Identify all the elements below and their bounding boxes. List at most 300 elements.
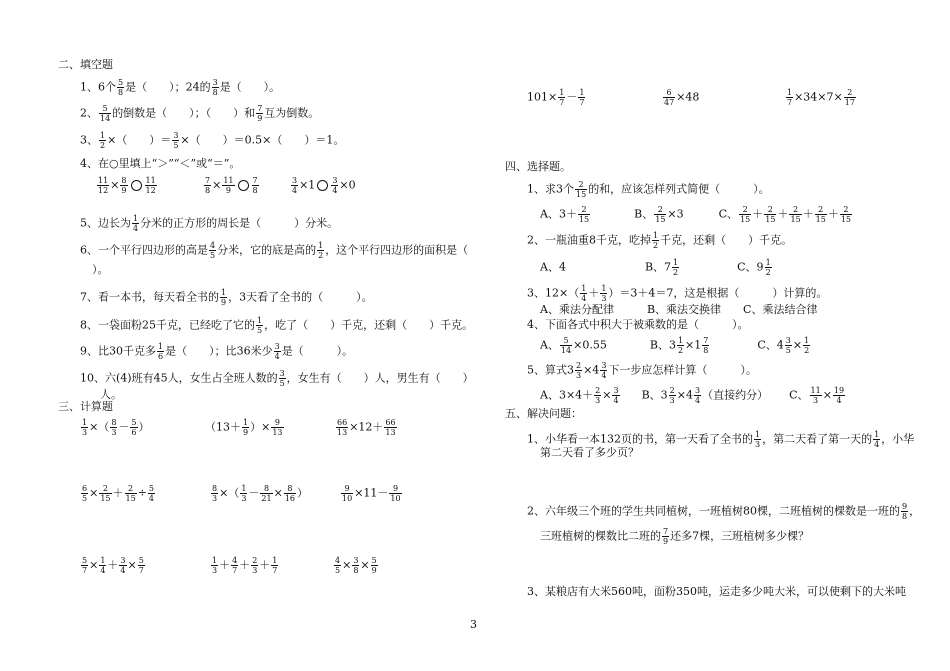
text-segment: 是（ ）。 xyxy=(219,80,281,94)
denominator: 15 xyxy=(578,215,590,224)
numerator: 4 xyxy=(210,241,216,250)
fraction xyxy=(575,180,587,199)
text-segment: ×0.55 xyxy=(573,338,607,352)
denominator: 2 xyxy=(804,346,810,355)
text-segment: 3、 xyxy=(80,133,98,147)
calc-6 xyxy=(340,484,403,503)
numerator: 2 xyxy=(815,205,827,215)
numerator: 2 xyxy=(125,484,137,494)
fraction xyxy=(575,361,582,380)
text-segment: 是（ ）；24的 xyxy=(125,80,211,94)
numerator: 1 xyxy=(212,556,218,565)
denominator: 2 xyxy=(765,268,771,277)
fraction xyxy=(120,176,127,195)
fraction xyxy=(612,386,619,405)
question-2-8 xyxy=(80,316,473,335)
fraction xyxy=(786,88,793,107)
denominator: 3 xyxy=(813,396,819,405)
text-segment: B、3 xyxy=(641,388,668,402)
fraction xyxy=(844,88,856,107)
denominator: 7 xyxy=(138,566,144,575)
numerator: 2 xyxy=(669,386,675,395)
numerator: 6 xyxy=(82,484,88,493)
denominator: 2 xyxy=(318,251,324,260)
numerator: 7 xyxy=(252,176,258,185)
denominator: 3 xyxy=(241,494,247,503)
denominator: 12 xyxy=(145,186,156,195)
denominator: 10 xyxy=(342,494,353,503)
calc-7 xyxy=(80,556,146,575)
numerator: 1 xyxy=(601,284,607,293)
denominator: 4 xyxy=(120,566,126,575)
numerator: 9 xyxy=(902,502,908,511)
numerator: 3 xyxy=(212,78,218,87)
question-2-3 xyxy=(80,131,344,150)
denominator: 9 xyxy=(257,114,263,123)
denominator: 10 xyxy=(390,494,401,503)
fraction xyxy=(754,430,761,449)
text-segment: 2、 xyxy=(80,106,98,120)
numerator: 2 xyxy=(789,205,801,215)
denominator: 14 xyxy=(100,114,111,123)
fraction xyxy=(81,556,88,575)
answer-circle[interactable] xyxy=(131,180,142,191)
fraction xyxy=(251,556,258,575)
denominator: 12 xyxy=(98,186,109,195)
numerator: 11 xyxy=(810,386,821,395)
fraction xyxy=(334,556,341,575)
text-segment: 分米，它的底是高的 xyxy=(217,243,317,257)
text-segment: ，小华 xyxy=(881,432,915,446)
text-segment: × xyxy=(212,178,222,192)
numerator: 2 xyxy=(575,180,587,190)
denominator: 9 xyxy=(663,537,669,546)
calc-8 xyxy=(210,556,279,575)
problem-2-cont xyxy=(540,527,809,546)
numerator: 8 xyxy=(121,176,127,185)
fraction xyxy=(157,342,164,361)
text-segment: × xyxy=(602,388,612,402)
numerator: 1 xyxy=(755,430,761,439)
compare-3 xyxy=(290,176,356,195)
denominator: 7 xyxy=(272,566,278,575)
numerator: 1 xyxy=(133,214,139,223)
fraction xyxy=(279,369,286,388)
numerator: 2 xyxy=(840,205,852,215)
choice-3-options: A、乘法分配律 B、乘法交换律 C、乘法结合律 xyxy=(540,303,818,316)
numerator: 9 xyxy=(341,484,353,494)
text-segment: ×4 xyxy=(676,388,693,402)
text-segment: ）× xyxy=(250,420,271,434)
numerator: 1 xyxy=(100,556,106,565)
numerator: 9 xyxy=(271,418,283,428)
fraction xyxy=(558,88,565,107)
denominator: 4 xyxy=(292,186,298,195)
question-2-10 xyxy=(80,369,474,388)
denominator: 3 xyxy=(212,494,218,503)
denominator: 15 xyxy=(576,190,587,199)
denominator: 7 xyxy=(232,566,238,575)
text-segment: ＋ xyxy=(802,207,814,221)
text-segment: ） xyxy=(297,486,308,500)
text-segment: 101× xyxy=(527,90,558,104)
numerator: 5 xyxy=(560,336,572,346)
numerator: 2 xyxy=(252,556,258,565)
answer-circle[interactable] xyxy=(238,180,249,191)
text-segment: ×0 xyxy=(339,178,356,192)
choice-1 xyxy=(527,180,770,199)
text-segment: 1、求3个 xyxy=(527,182,574,196)
fraction xyxy=(336,418,348,437)
fraction xyxy=(138,556,145,575)
numerator: 2 xyxy=(578,205,590,215)
denominator: 4 xyxy=(274,352,280,361)
choice-5 xyxy=(527,361,757,380)
fraction xyxy=(97,176,109,195)
text-segment: × xyxy=(89,558,99,572)
calc-r3 xyxy=(785,88,857,107)
fraction xyxy=(132,214,139,233)
denominator: 9 xyxy=(225,186,231,195)
numerator: 66 xyxy=(385,418,396,427)
numerator: 2 xyxy=(576,361,582,370)
problem-2 xyxy=(527,502,920,521)
text-segment: ＋ xyxy=(219,558,231,572)
numerator: 5 xyxy=(118,78,124,87)
denominator: 3 xyxy=(669,396,675,405)
numerator: 4 xyxy=(335,556,341,565)
numerator: 1 xyxy=(241,484,247,493)
numerator: 2 xyxy=(844,88,856,98)
denominator: 4 xyxy=(148,494,154,503)
numerator: 1 xyxy=(804,336,810,345)
text-segment: ×48 xyxy=(676,90,700,104)
numerator: 11 xyxy=(223,176,234,185)
text-segment: 的和，应该怎样列式简便（ ）。 xyxy=(588,182,770,196)
fraction xyxy=(222,176,234,195)
text-segment: 6、一个平行四边形的高是 xyxy=(80,243,208,257)
denominator: 3 xyxy=(111,428,117,437)
denominator: 4 xyxy=(581,294,587,303)
numerator: 2 xyxy=(764,205,776,215)
numerator: 3 xyxy=(353,556,359,565)
problem-1-cont: 第二天看了多少页？ xyxy=(540,446,639,459)
numerator: 9 xyxy=(389,484,401,494)
fraction xyxy=(815,205,827,224)
numerator: 7 xyxy=(205,176,211,185)
denominator: 8 xyxy=(703,346,709,355)
denominator: 7 xyxy=(559,98,565,107)
denominator: 6 xyxy=(158,352,164,361)
problem-3: 3、某粮店有大米560吨，面粉350吨，运走多少吨大米，可以使剩下的大米吨 xyxy=(527,585,906,598)
text-segment: ×1 xyxy=(685,338,702,352)
fraction xyxy=(284,484,296,503)
denominator: 15 xyxy=(125,494,136,503)
denominator: 8 xyxy=(212,88,218,97)
numerator: 3 xyxy=(613,386,619,395)
fraction xyxy=(212,78,219,97)
denominator: 15 xyxy=(815,215,826,224)
question-2-2 xyxy=(80,104,319,123)
denominator: 3 xyxy=(82,428,88,437)
numerator: 2 xyxy=(654,205,666,215)
numerator: 3 xyxy=(601,361,607,370)
text-segment: B、 xyxy=(634,207,654,221)
denominator: 4 xyxy=(874,440,880,449)
calc-5 xyxy=(210,484,308,503)
fraction xyxy=(873,430,880,449)
numerator: 1 xyxy=(272,556,278,565)
choice-1-options xyxy=(540,205,853,224)
choice-3 xyxy=(527,284,827,303)
fraction xyxy=(99,131,106,150)
page-number: 3 xyxy=(470,618,477,631)
text-segment: ，第二天看了第一天的 xyxy=(762,432,873,446)
text-segment: × xyxy=(273,486,283,500)
denominator: 4 xyxy=(133,224,139,233)
text-segment: 1、小华看一本132页的书，第一天看了全书的 xyxy=(527,432,753,446)
fraction xyxy=(99,556,106,575)
numerator: 8 xyxy=(111,418,117,427)
text-segment: 5、边长为 xyxy=(80,216,131,230)
fraction xyxy=(803,336,810,355)
text-segment: B、3 xyxy=(649,338,676,352)
text-segment: 1、6个 xyxy=(80,80,116,94)
fraction xyxy=(317,241,324,260)
text-segment: 3、12×（ xyxy=(527,286,580,300)
denominator: 9 xyxy=(243,428,249,437)
numerator: 7 xyxy=(257,104,263,113)
compare-1 xyxy=(96,176,158,195)
numerator: 1 xyxy=(318,241,324,250)
text-segment: C、 xyxy=(718,207,739,221)
fraction xyxy=(99,104,111,123)
fraction xyxy=(99,484,111,503)
fraction xyxy=(240,484,247,503)
text-segment: ） xyxy=(138,420,150,434)
calc-r1 xyxy=(527,88,586,107)
choice-2 xyxy=(527,231,792,250)
text-segment: 10、六(4)班有45人，女生占全班人数的 xyxy=(80,371,278,385)
text-segment: 2、一瓶油重8千克，吃掉 xyxy=(527,233,651,247)
denominator: 3 xyxy=(212,566,218,575)
numerator: 3 xyxy=(120,556,126,565)
text-segment: ＋ xyxy=(239,558,251,572)
denominator: 2 xyxy=(677,346,684,355)
fraction xyxy=(252,176,259,195)
numerator: 1 xyxy=(559,88,565,97)
denominator: 5 xyxy=(257,326,263,335)
compare-2 xyxy=(203,176,260,195)
calc-9 xyxy=(333,556,379,575)
fraction xyxy=(231,556,238,575)
numerator: 3 xyxy=(173,131,179,140)
denominator: 5 xyxy=(173,141,179,150)
numerator: 5 xyxy=(82,556,88,565)
denominator: 9 xyxy=(121,186,127,195)
text-segment: B、7 xyxy=(644,260,672,274)
numerator: 8 xyxy=(284,484,296,494)
fraction xyxy=(291,176,298,195)
text-segment: A、4 xyxy=(540,260,566,274)
fraction xyxy=(242,418,249,437)
denominator: 4 xyxy=(100,566,106,575)
fraction xyxy=(110,418,117,437)
text-segment: ×（ xyxy=(219,486,240,500)
fraction xyxy=(785,336,792,355)
section-4-title: 四、选择题。 xyxy=(505,160,571,173)
text-segment: ×（ ）＝ xyxy=(107,133,172,147)
numerator: 3 xyxy=(785,336,791,345)
fraction xyxy=(130,418,137,437)
numerator: 3 xyxy=(332,176,338,185)
denominator: 7 xyxy=(787,98,793,107)
text-segment: 9、比30千克多 xyxy=(80,344,156,358)
numerator: 1 xyxy=(579,88,585,97)
question-2-10-cont: 人。 xyxy=(100,388,122,401)
text-segment: （直接约分） xyxy=(702,388,769,402)
numerator: 5 xyxy=(148,484,154,493)
text-segment: 互为倒数。 xyxy=(264,106,320,120)
fraction xyxy=(384,418,396,437)
text-segment: × xyxy=(127,558,137,572)
text-segment: ＋ xyxy=(777,207,789,221)
text-segment: 7、看一本书，每天看全书的 xyxy=(80,290,219,304)
choice-4: 4、下面各式中积大于被乘数的是（ ）。 xyxy=(527,318,749,331)
fraction xyxy=(702,336,709,355)
denominator: 9 xyxy=(371,566,377,575)
denominator: 3 xyxy=(755,440,761,449)
text-segment: ÷ xyxy=(137,486,147,500)
question-2-4: 4、在○里填上“＞”“＜”或“＝”。 xyxy=(80,157,241,170)
numerator: 8 xyxy=(260,484,272,494)
fraction xyxy=(274,342,281,361)
text-segment: ＋ xyxy=(107,558,119,572)
numerator: 1 xyxy=(581,284,587,293)
fraction xyxy=(901,502,908,521)
denominator: 5 xyxy=(785,346,791,355)
numerator: 1 xyxy=(677,336,684,345)
text-segment: × xyxy=(792,338,803,352)
denominator: 4 xyxy=(332,186,338,195)
text-segment: 是（ ）；比36米少 xyxy=(165,344,273,358)
denominator: 21 xyxy=(261,494,272,503)
denominator: 8 xyxy=(118,88,124,97)
denominator: 15 xyxy=(740,215,751,224)
section-5-title: 五、解决问题： xyxy=(505,407,582,420)
fraction xyxy=(81,418,88,437)
fraction xyxy=(389,484,401,503)
numerator: 1 xyxy=(765,258,771,267)
fraction xyxy=(764,205,776,224)
fraction xyxy=(271,418,283,437)
answer-circle[interactable] xyxy=(317,180,328,191)
text-segment: A、3×4＋ xyxy=(540,388,594,402)
fraction xyxy=(669,386,676,405)
question-2-9 xyxy=(80,342,353,361)
text-segment: ＋ xyxy=(752,207,764,221)
text-segment: 三班植树的棵数比二班的 xyxy=(540,529,661,543)
section-2-title: 二、填空题 xyxy=(58,58,113,71)
numerator: 7 xyxy=(703,336,709,345)
denominator: 8 xyxy=(252,186,258,195)
text-segment: × xyxy=(342,558,352,572)
denominator: 2 xyxy=(653,241,659,250)
denominator: 13 xyxy=(272,428,283,437)
text-segment: 下一步应怎样计算（ ）。 xyxy=(608,363,757,377)
denominator: 14 xyxy=(560,346,572,355)
denominator: 15 xyxy=(765,215,776,224)
text-segment: ×11－ xyxy=(354,486,389,500)
denominator: 17 xyxy=(844,98,855,107)
text-segment: ×4 xyxy=(583,363,600,377)
text-segment: ×34×7× xyxy=(794,90,843,104)
denominator: 47 xyxy=(664,98,675,107)
denominator: 8 xyxy=(205,186,211,195)
fraction xyxy=(677,336,684,355)
numerator: 1 xyxy=(243,418,249,427)
denominator: 6 xyxy=(131,428,137,437)
text-segment: ×（ xyxy=(89,420,110,434)
denominator: 7 xyxy=(579,98,585,107)
text-segment: ×1 xyxy=(299,178,316,192)
denominator: 2 xyxy=(100,141,106,150)
fraction xyxy=(211,484,218,503)
fraction xyxy=(578,205,590,224)
text-segment: 的倒数是（ ）；（ ）和 xyxy=(112,106,256,120)
fraction xyxy=(663,88,675,107)
numerator: 1 xyxy=(653,231,659,240)
calc-4 xyxy=(80,484,156,503)
denominator: 13 xyxy=(385,428,396,437)
fraction xyxy=(260,484,272,503)
text-segment: C、9 xyxy=(737,260,764,274)
denominator: 8 xyxy=(353,566,359,575)
text-segment: × xyxy=(89,486,99,500)
fraction xyxy=(810,386,822,405)
question-2-7 xyxy=(80,288,373,307)
numerator: 3 xyxy=(292,176,298,185)
text-segment: ，这个平行四边形的面积是（ xyxy=(325,243,469,257)
denominator: 8 xyxy=(902,512,908,521)
denominator: 5 xyxy=(335,566,341,575)
numerator: 5 xyxy=(371,556,377,565)
text-segment: ，3天看了全书的（ ）。 xyxy=(228,290,373,304)
text-segment: 还多7棵，三班植树多少棵？ xyxy=(670,529,810,543)
numerator: 6 xyxy=(663,88,675,98)
denominator: 4 xyxy=(694,396,701,405)
denominator: 4 xyxy=(613,396,619,405)
numerator: 7 xyxy=(663,527,669,536)
denominator: 13 xyxy=(337,428,348,437)
choice-2-options xyxy=(540,258,773,277)
numerator: 3 xyxy=(274,342,280,351)
denominator: 15 xyxy=(790,215,801,224)
fraction xyxy=(81,484,88,503)
text-segment: ×3 xyxy=(667,207,684,221)
numerator: 1 xyxy=(673,258,679,267)
fraction xyxy=(148,484,155,503)
denominator: 7 xyxy=(82,566,88,575)
fraction xyxy=(204,176,211,195)
denominator: 5 xyxy=(210,251,216,260)
fraction xyxy=(371,556,378,575)
numerator: 2 xyxy=(99,484,111,494)
denominator: 3 xyxy=(595,396,601,405)
text-segment: － xyxy=(566,90,578,104)
fraction xyxy=(600,284,607,303)
fraction xyxy=(331,176,338,195)
